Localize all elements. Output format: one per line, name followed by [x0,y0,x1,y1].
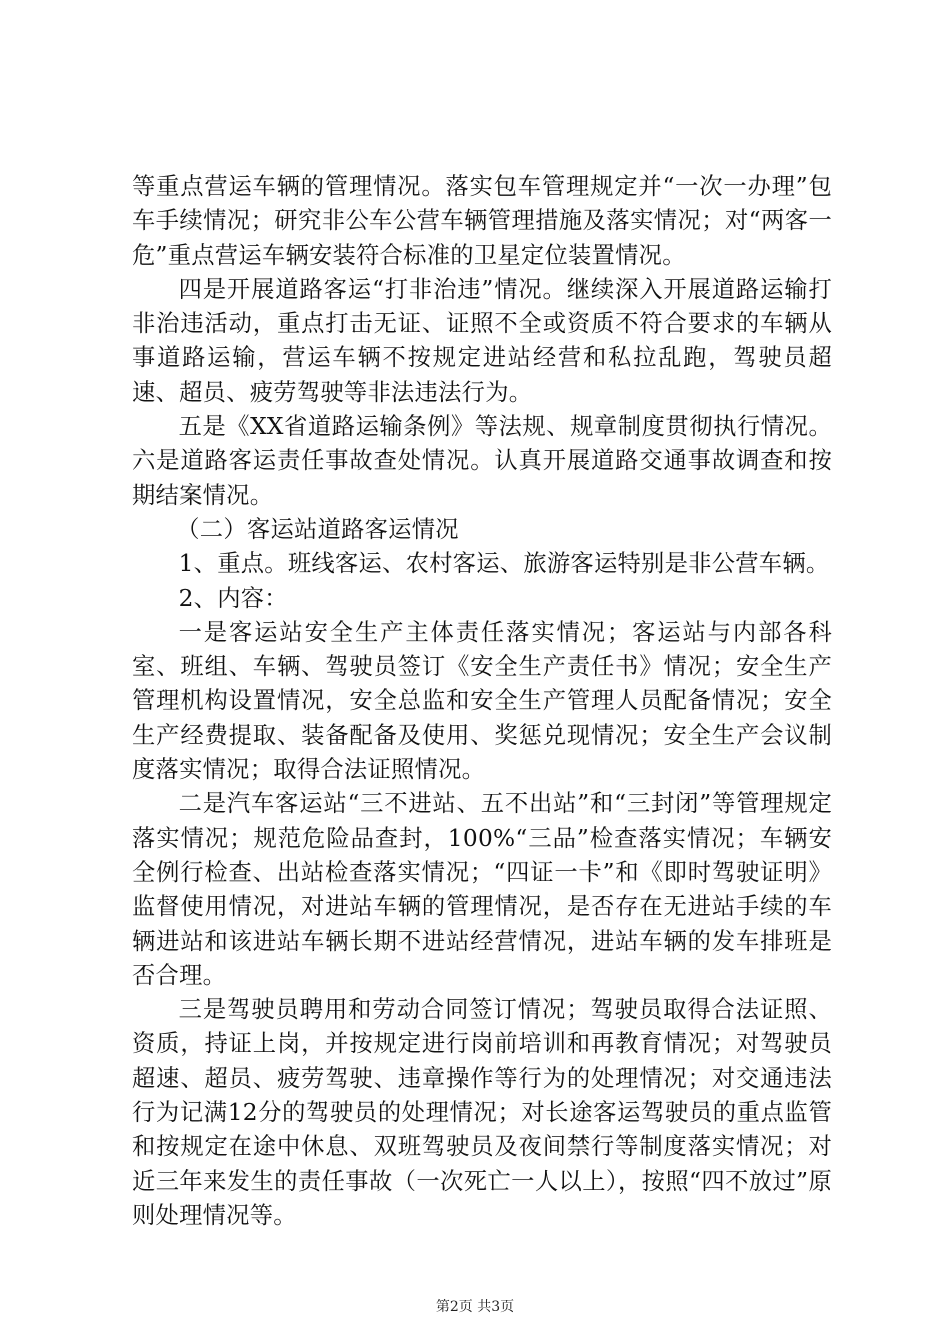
paragraph-item-two: 二是汽车客运站“三不进站、五不出站”和“三封闭”等管理规定落实情况；规范危险品查封，100%“三品”检查落实情况；车辆安全例行检查、出站检查落实情况；“四证一卡”和《即时驾驶证明》监督使用情况，对进站车辆的管理情况，是否存在无进站手续的车辆进站和该进站车辆长期不进站经营情况，进站车辆的发车排班是否合理。 [132,790,832,989]
page-number-footer: 第2页 共3页 [435,1299,515,1315]
paragraph-item-three: 三是驾驶员聘用和劳动合同签订情况；驾驶员取得合法证照、资质，持证上岗，并按规定进行岗前培训和再教育情况；对驾驶员超速、超员、疲劳驾驶、违章操作等行为的处理情况；对交通违法行为记满12分的驾驶员的处理情况；对长途客运驾驶员的重点监管和按规定在途中休息、双班驾驶员及夜间禁行等制度落实情况；对近三年来发生的责任事故（一次死亡一人以上），按照“四不放过”原则处理情况等。 [132,996,832,1229]
paragraph-item-five-six: 五是《XX省道路运输条例》等法规、规章制度贯彻执行情况。六是道路客运责任事故查处情况。认真开展道路交通事故调查和按期结案情况。 [132,413,832,509]
section-heading-passenger-station: （二）客运站道路客运情况 [176,515,459,543]
paragraph-content-label: 2、内容： [178,584,288,612]
paragraph-continuation: 等重点营运车辆的管理情况。落实包车管理规定并“一次一办理”包车手续情况；研究非公车公营车辆管理措施及落实情况；对“两客一危”重点营运车辆安装符合标准的卫星定位装置情况。 [132,173,832,269]
paragraph-item-one: 一是客运站安全生产主体责任落实情况；客运站与内部各科室、班组、车辆、驾驶员签订《安全生产责任书》情况；安全生产管理机构设置情况，安全总监和安全生产管理人员配备情况；安全生产经费提取、装备配备及使用、奖惩兑现情况；安全生产会议制度落实情况；取得合法证照情况。 [132,618,832,784]
paragraph-key-points: 1、重点。班线客运、农村客运、旅游客运特别是非公营车辆。 [178,550,830,578]
paragraph-item-four: 四是开展道路客运“打非治违”情况。继续深入开展道路运输打非治违活动，重点打击无证、证照不全或资质不符合要求的车辆从事道路运输，营运车辆不按规定进站经营和私拉乱跑，驾驶员超速、超员、疲劳驾驶等非法违法行为。 [132,275,832,406]
document-body [132,170,832,1233]
